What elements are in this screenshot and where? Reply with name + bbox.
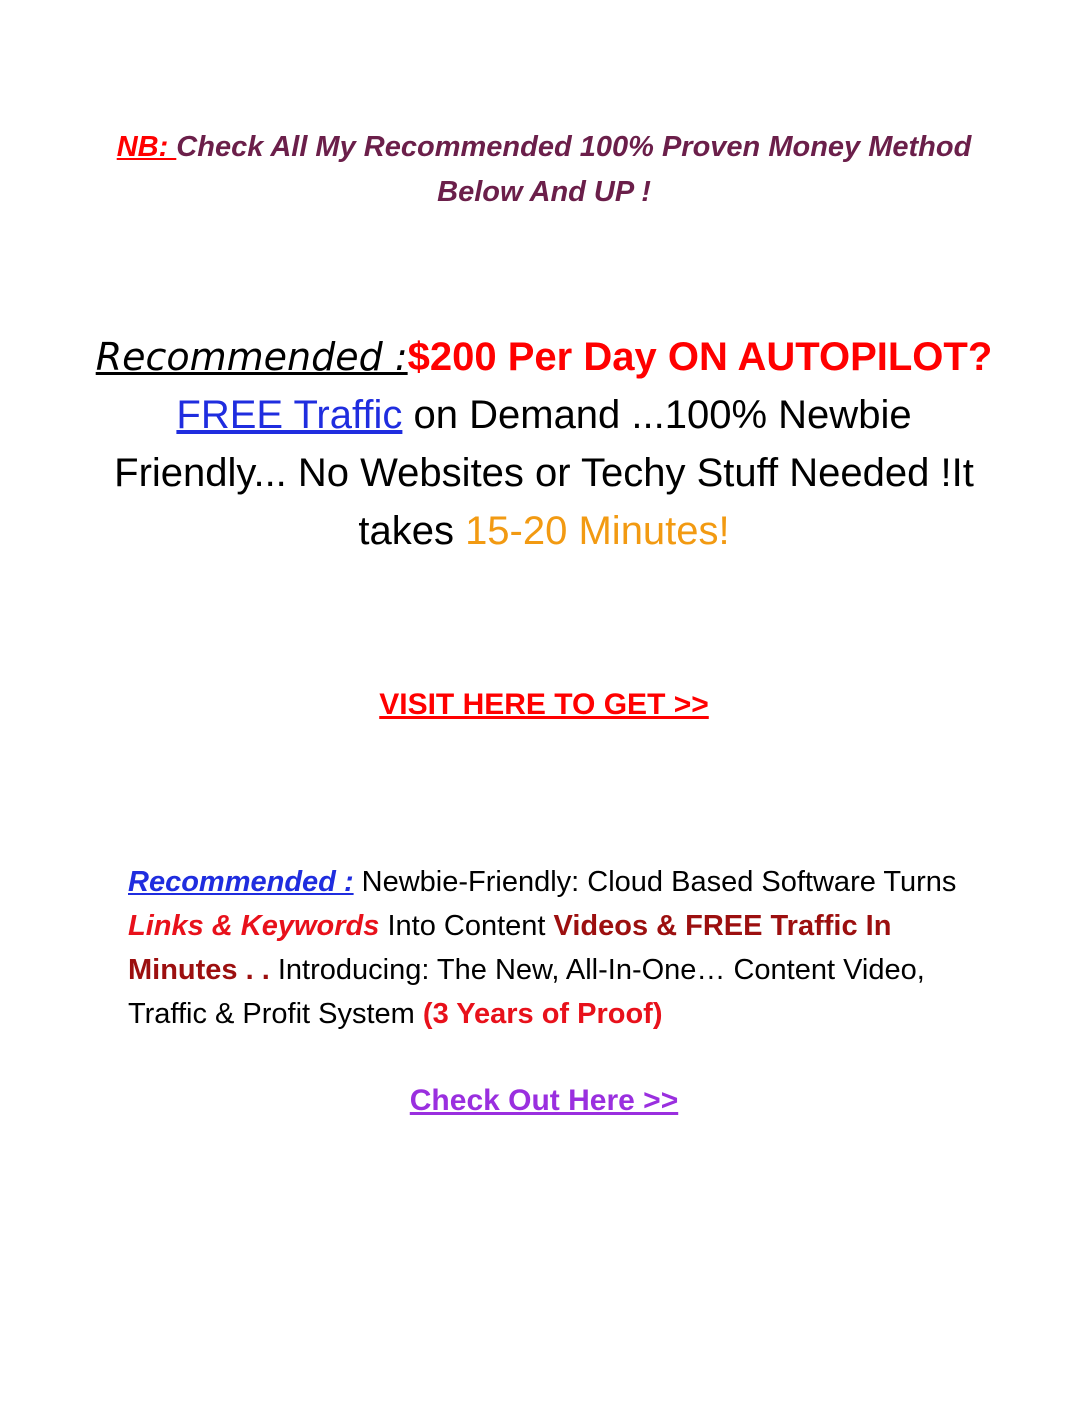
- offer-two-links-keywords: Links & Keywords: [128, 910, 380, 942]
- offer-two-text-a: Newbie-Friendly: Cloud Based Software Turns: [353, 866, 957, 898]
- visit-here-link[interactable]: VISIT HERE TO GET >>: [379, 688, 709, 721]
- offer-two-proof: (3 Years of Proof): [422, 998, 663, 1030]
- offer-two-videos-traffic: Videos & FREE Traffic In Minutes . .: [128, 910, 892, 986]
- notice-paragraph: [110, 125, 978, 215]
- check-out-link[interactable]: Check Out Here >>: [409, 1084, 679, 1117]
- visit-here-cta: [0, 685, 1088, 725]
- offer-one-price-headline: $200 Per Day ON AUTOPILOT?: [407, 335, 993, 379]
- check-out-cta: [0, 1081, 1088, 1121]
- offer-one-time: 15-20 Minutes!: [465, 509, 730, 553]
- offer-one-description: on Demand ...100% Newbie Friendly... No Websites or Techy Stuff Needed !It takes: [114, 393, 974, 553]
- offer-one-recommended-label: Recommended :: [95, 335, 408, 379]
- offer-two-paragraph: [128, 860, 968, 1036]
- offer-two-text-b: Into Content: [379, 910, 554, 942]
- notice-text: Check All My Recommended 100% Proven Money Method Below And UP !: [176, 131, 972, 208]
- offer-two-recommended-link[interactable]: Recommended :: [128, 866, 354, 898]
- notice-label: NB:: [116, 131, 177, 163]
- free-traffic-link[interactable]: FREE Traffic: [176, 393, 403, 437]
- offer-two-text-c: Introducing: The New, All-In-One… Content Video, Traffic & Profit System: [128, 954, 925, 1030]
- offer-one-headline: [90, 328, 998, 560]
